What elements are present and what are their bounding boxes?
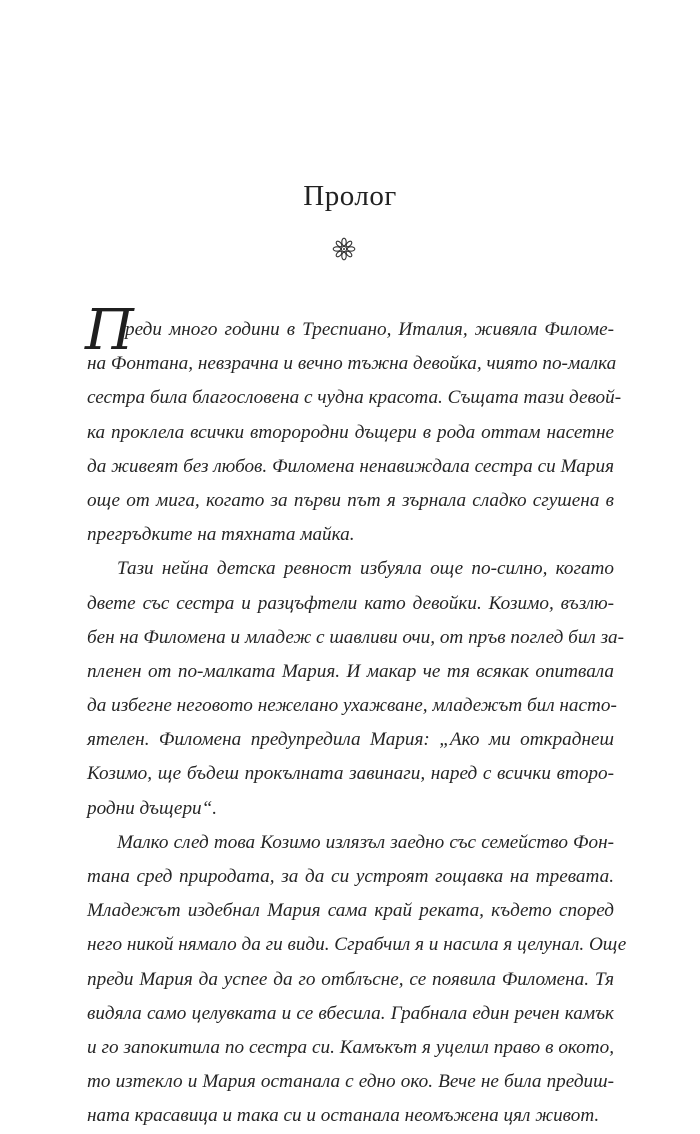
text-line: още от мига, когато за първи път я зърнала сладко сгушена в bbox=[87, 489, 614, 511]
text-line: него никой нямало да ги види. Сграбчил я и насила я целунал. Още bbox=[87, 934, 627, 956]
text-line: сестра била благословена с чудна красота. Същата тази девой- bbox=[87, 387, 622, 409]
text-line: Малко след това Козимо излязъл заедно със семейство Фон- bbox=[117, 831, 614, 853]
text-line: пленен от по-малката Мария. И макар че тя всякак опитвала bbox=[87, 660, 614, 682]
text-line: на Фонтана, невзрачна и вечно тъжна девойка, чиято по-малка bbox=[87, 353, 617, 375]
drop-cap: П bbox=[85, 298, 134, 363]
text-line: и го запокитила по сестра си. Камъкът я уцелил право в окото, bbox=[87, 1036, 614, 1058]
text-line: преди Мария да успее да го отблъсне, се появила Филомена. Тя bbox=[87, 968, 614, 990]
chapter-title: Пролог bbox=[303, 180, 397, 212]
text-line: видяла само целувката и се вбесила. Грабнала един речен камък bbox=[87, 1002, 614, 1024]
text-line: ятелен. Филомена предупредила Мария: „Ако ми откраднеш bbox=[87, 729, 614, 751]
paragraph-1 bbox=[85, 298, 622, 552]
text-line: родни дъщери“. bbox=[87, 797, 218, 819]
text-line: Младежът издебнал Мария сама край реката, където според bbox=[87, 900, 614, 922]
text-line: Тази нейна детска ревност избуяла още по-силно, когато bbox=[117, 558, 614, 580]
text-line: Козимо, ще бъдеш прокълната завинаги, наред с всички второ- bbox=[87, 763, 614, 785]
text-line: да избегне неговото нежелано ухажване, младежът бил насто- bbox=[87, 695, 617, 717]
paragraph-2 bbox=[87, 552, 625, 826]
text-line: двете със сестра и разцъфтели като девойки. Козимо, възлю- bbox=[87, 592, 614, 614]
text-line: ка проклела всички второродни дъщери в рода оттам насетне bbox=[87, 421, 614, 443]
text-line: то изтекло и Мария останала с едно око. Вече не била предиш- bbox=[87, 1071, 614, 1093]
flower-ornament-icon bbox=[331, 236, 357, 262]
text-line: тана сред природата, за да си устроят гощавка на тревата. bbox=[87, 866, 614, 887]
text-line: реди много години в Треспиано, Италия, живяла Филоме- bbox=[125, 319, 614, 340]
text-line: ната красавица и така си и останала неомъжена цял живот. bbox=[87, 1105, 600, 1127]
text-line: да живеят без любов. Филомена ненавиждала сестра си Мария bbox=[87, 455, 614, 477]
paragraph-3 bbox=[87, 826, 627, 1134]
text-line: прегръдките на тяхната майка. bbox=[87, 524, 355, 546]
text-line: бен на Филомена и младеж с шавливи очи, от пръв поглед бил за- bbox=[87, 626, 625, 648]
prologue-text bbox=[85, 298, 627, 1134]
